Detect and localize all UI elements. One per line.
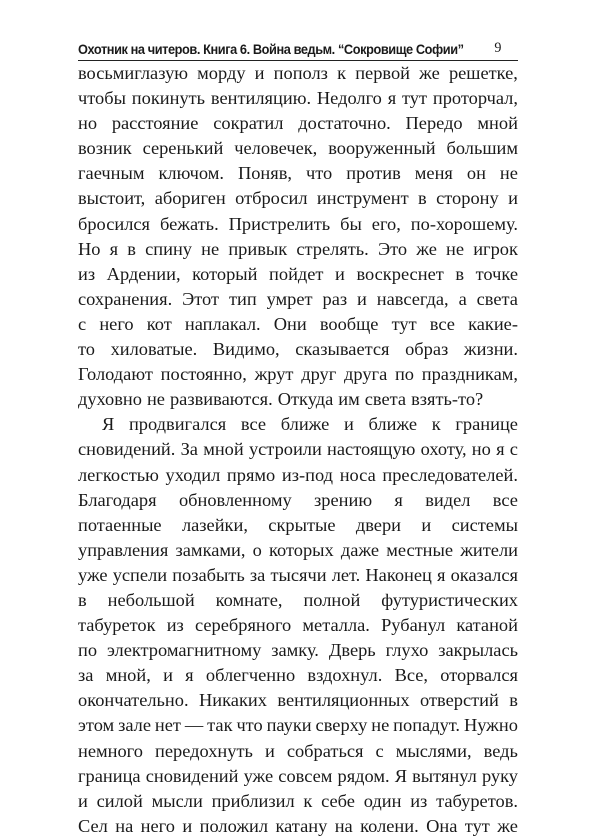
text-line: возник серенький человечек, вооруженный большим xyxy=(78,138,518,159)
text-line: сохранения. Этот тип умрет раз и навсегда, а света xyxy=(78,288,518,309)
text-line: Голодают постоянно, жрут друг друга по праздникам, xyxy=(78,364,518,385)
text-line: то хиловатые. Видимо, сказывается образ жизни. xyxy=(78,339,518,360)
text-line: граница сновидений уже совсем рядом. Я вытянул руку xyxy=(78,765,518,786)
text-line: из Ардении, который пойдет и воскреснет в точке xyxy=(78,263,518,284)
text-line: восьмиглазую морду и пополз к первой же решетке, xyxy=(78,63,518,83)
text-line: Благодаря обновленному зрению я видел все xyxy=(78,489,518,510)
text-line: потаенные лазейки, скрытые двери и системы xyxy=(78,514,518,535)
text-line: гаечным ключом. Поняв, что против меня он не xyxy=(78,163,518,184)
paragraph xyxy=(78,61,518,412)
text-line: с него кот наплакал. Они вообще тут все какие- xyxy=(78,313,518,334)
text-line: этом зале нет — так что пауки сверху не попадут. Нужно xyxy=(78,715,518,736)
text-line: чтобы покинуть вентиляцию. Недолго я тут проторчал, xyxy=(78,88,518,109)
text-line: но расстояние сократил достаточно. Передо мной xyxy=(78,113,518,134)
body-text xyxy=(78,61,518,839)
text-line: управления замками, о которых даже местные жители xyxy=(78,539,518,560)
text-line: легкостью уходил прямо из-под носа преследователей. xyxy=(78,464,518,485)
text-line: Я продвигался все ближе и ближе к границе xyxy=(102,414,518,435)
text-line: немного передохнуть и собраться с мыслями, ведь xyxy=(78,740,518,761)
text-line: Сел на него и положил катану на колени. Она тут же xyxy=(78,815,518,836)
text-line: уже успели позабыть за тысячи лет. Наконец я оказался xyxy=(78,564,518,585)
text-line: духовно не развиваются. Откуда им света взять-то? xyxy=(78,389,484,410)
paragraph xyxy=(78,412,518,839)
text-line: окончательно. Никаких вентиляционных отверстий в xyxy=(78,690,518,711)
text-line: и силой мысли приблизил к себе один из табуретов. xyxy=(78,790,518,811)
text-line: выстоит, абориген отбросил инструмент в сторону и xyxy=(78,188,518,209)
text-line: в небольшой комнате, полной футуристических xyxy=(78,589,518,610)
page-number: 9 xyxy=(494,40,501,56)
text-line: по электромагнитному замку. Дверь глухо закрылась xyxy=(78,640,518,661)
text-line: сновидений. За мной устроили настоящую охоту, но я с xyxy=(78,439,518,460)
text-line: табуреток из серебряного металла. Рубанул катаной xyxy=(78,615,518,636)
running-header xyxy=(78,29,501,57)
book-title: Охотник на читеров. Книга 6. Война ведьм. “Сокровище Софии” xyxy=(78,42,464,57)
text-line: бросился бежать. Пристрелить бы его, по-хорошему. xyxy=(78,213,518,234)
text-line: Но я в спину не привык стрелять. Это же не игрок xyxy=(78,238,518,259)
text-line: за мной, и я облегченно вздохнул. Все, оторвался xyxy=(78,665,518,686)
